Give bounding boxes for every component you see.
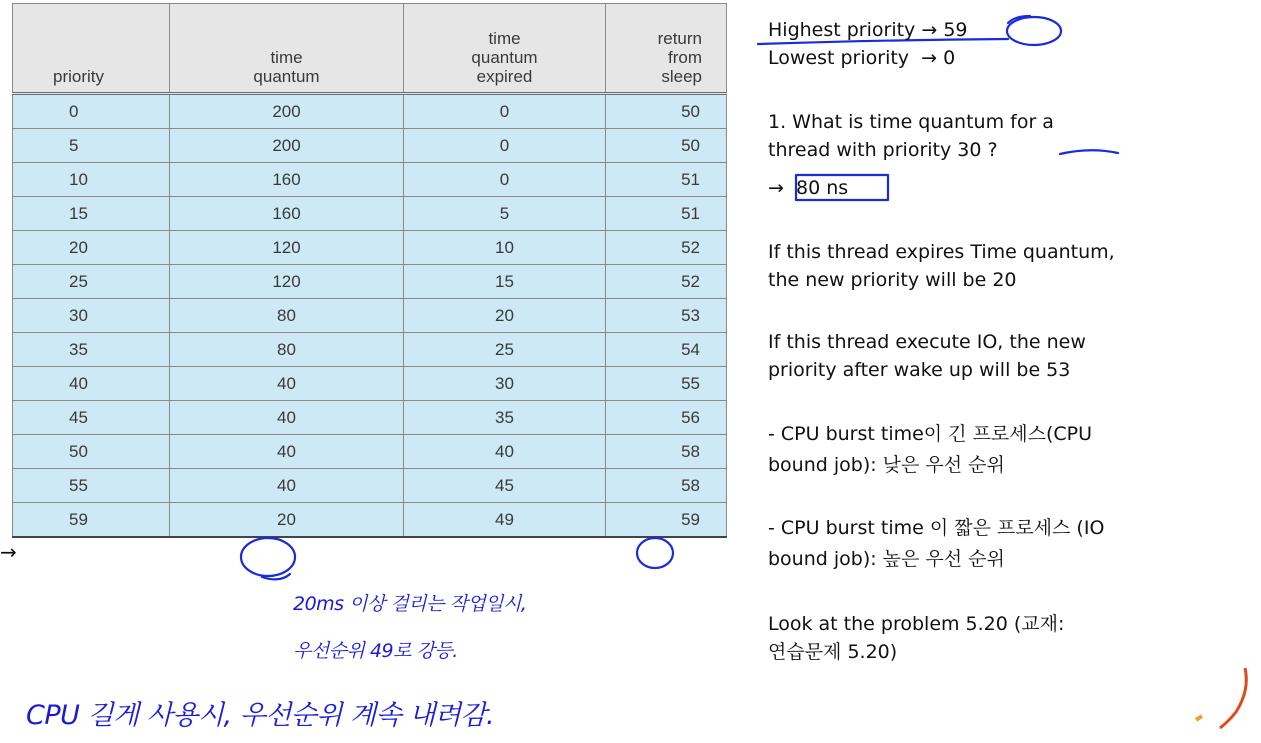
highest-priority-line: Highest priority → 59	[768, 19, 968, 41]
cell-priority: 45	[13, 401, 170, 435]
cell-quantum-expired: 0	[404, 94, 606, 129]
cell-quantum-expired: 45	[404, 469, 606, 503]
handwritten-note-line2: 우선순위 49로 강등.	[293, 640, 458, 662]
look-problem-line2: 연습문제 5.20)	[768, 641, 898, 663]
cell-quantum-expired: 40	[404, 435, 606, 469]
row-marker-arrow-icon: →	[0, 540, 17, 564]
header-time-quantum: time quantum	[170, 4, 404, 94]
cell-time-quantum: 20	[170, 503, 404, 538]
cell-return-from-sleep: 52	[606, 265, 727, 299]
cell-time-quantum: 160	[170, 197, 404, 231]
cell-time-quantum: 40	[170, 401, 404, 435]
cell-quantum-expired: 15	[404, 265, 606, 299]
circle-quantum-20	[241, 538, 295, 576]
orange-corner-mark	[1220, 668, 1246, 728]
underline-priority-30	[1060, 150, 1118, 154]
cell-return-from-sleep: 54	[606, 333, 727, 367]
cell-priority: 5	[13, 129, 170, 163]
expire-line2: the new priority will be 20	[768, 269, 1017, 291]
question-1-line1: 1. What is time quantum for a	[768, 111, 1054, 133]
cell-time-quantum: 80	[170, 299, 404, 333]
cell-priority: 30	[13, 299, 170, 333]
cell-quantum-expired: 5	[404, 197, 606, 231]
header-priority: priority	[13, 4, 170, 94]
cell-return-from-sleep: 53	[606, 299, 727, 333]
cell-quantum-expired: 35	[404, 401, 606, 435]
cell-priority: 55	[13, 469, 170, 503]
cell-return-from-sleep: 58	[606, 435, 727, 469]
question-1-answer: → 80 ns	[768, 177, 849, 199]
cell-return-from-sleep: 55	[606, 367, 727, 401]
cell-time-quantum: 40	[170, 435, 404, 469]
cell-time-quantum: 160	[170, 163, 404, 197]
cell-time-quantum: 40	[170, 469, 404, 503]
cell-priority: 0	[13, 94, 170, 129]
cell-quantum-expired: 49	[404, 503, 606, 538]
cell-priority: 50	[13, 435, 170, 469]
cell-time-quantum: 120	[170, 231, 404, 265]
cell-quantum-expired: 20	[404, 299, 606, 333]
circle-highest-59	[1007, 17, 1061, 45]
cell-return-from-sleep: 51	[606, 163, 727, 197]
lowest-priority-line: Lowest priority → 0	[768, 47, 956, 69]
cell-time-quantum: 120	[170, 265, 404, 299]
question-1-line2: thread with priority 30 ?	[768, 139, 998, 161]
cell-return-from-sleep: 50	[606, 94, 727, 129]
cell-return-from-sleep: 56	[606, 401, 727, 435]
cell-return-from-sleep: 58	[606, 469, 727, 503]
cpu-bound-line1: - CPU burst time이 긴 프로세스(CPU	[768, 423, 1093, 445]
io-line1: If this thread execute IO, the new	[768, 331, 1086, 353]
cell-time-quantum: 80	[170, 333, 404, 367]
cell-priority: 20	[13, 231, 170, 265]
cell-quantum-expired: 30	[404, 367, 606, 401]
cell-return-from-sleep: 52	[606, 231, 727, 265]
cell-priority: 15	[13, 197, 170, 231]
cell-quantum-expired: 0	[404, 129, 606, 163]
cell-priority: 25	[13, 265, 170, 299]
header-return-from-sleep: return from sleep	[606, 4, 727, 94]
expire-line1: If this thread expires Time quantum,	[768, 241, 1115, 263]
cell-priority: 59	[13, 503, 170, 538]
look-problem-line1: Look at the problem 5.20 (교재:	[768, 613, 1065, 635]
cell-priority: 35	[13, 333, 170, 367]
cell-time-quantum: 200	[170, 94, 404, 129]
cell-priority: 40	[13, 367, 170, 401]
io-bound-line2: bound job): 높은 우선 순위	[768, 548, 1005, 570]
header-time-quantum-expired: time quantum expired	[404, 4, 606, 94]
cpu-bound-line2: bound job): 낮은 우선 순위	[768, 454, 1005, 476]
io-line2: priority after wake up will be 53	[768, 359, 1071, 381]
cell-quantum-expired: 0	[404, 163, 606, 197]
cell-quantum-expired: 25	[404, 333, 606, 367]
circle-sleep-59	[637, 538, 673, 568]
cell-time-quantum: 40	[170, 367, 404, 401]
cell-priority: 10	[13, 163, 170, 197]
handwritten-note-line3: CPU 길게 사용시, 우선순위 계속 내려감.	[26, 700, 495, 731]
cell-quantum-expired: 10	[404, 231, 606, 265]
handwritten-note-line1: 20ms 이상 걸리는 작업일시,	[293, 593, 527, 615]
cell-return-from-sleep: 59	[606, 503, 727, 538]
cell-return-from-sleep: 51	[606, 197, 727, 231]
io-bound-line1: - CPU burst time 이 짧은 프로세스 (IO	[768, 517, 1105, 539]
cell-return-from-sleep: 50	[606, 129, 727, 163]
cell-time-quantum: 200	[170, 129, 404, 163]
orange-dot	[1196, 716, 1202, 720]
